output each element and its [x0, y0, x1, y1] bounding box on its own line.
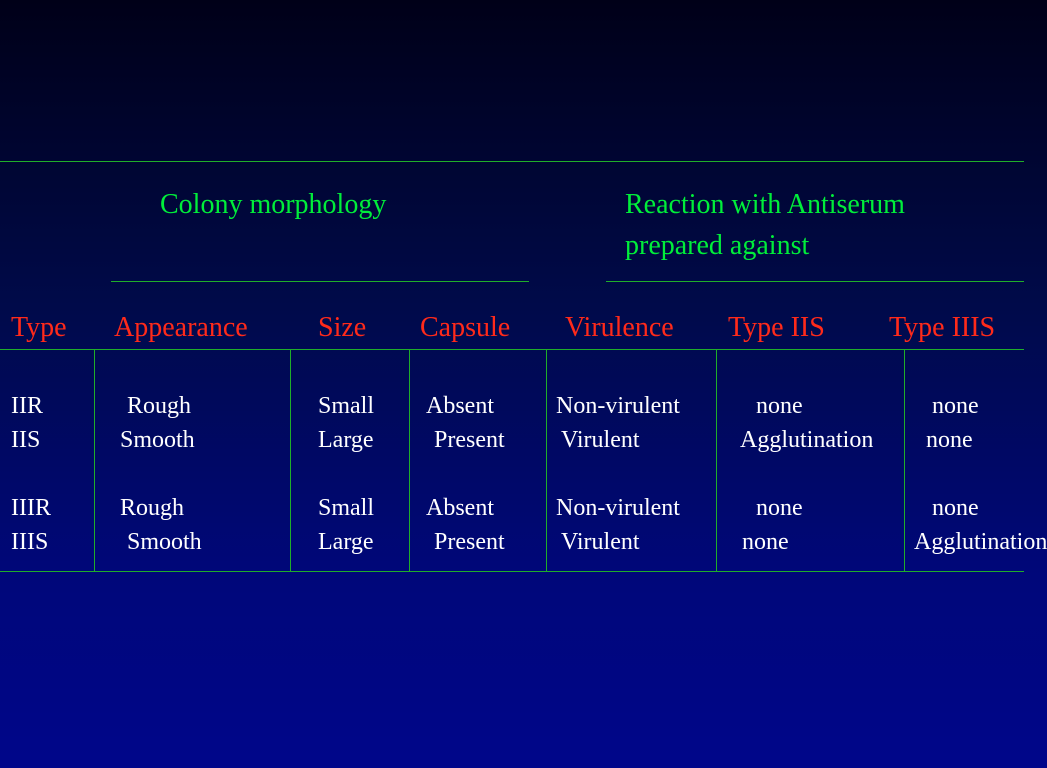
column-header-type-iis: Type IIS: [728, 312, 825, 343]
column-header-type: Type: [11, 312, 67, 343]
cell-type-iis: Agglutination: [740, 427, 874, 453]
cell-type: IIS: [11, 427, 41, 453]
table-bottom-rule: [0, 571, 1024, 572]
cell-virulence: Virulent: [561, 427, 640, 453]
column-divider-4: [546, 349, 547, 571]
column-divider-5: [716, 349, 717, 571]
column-header-appearance: Appearance: [114, 312, 248, 343]
cell-capsule: Absent: [426, 393, 494, 419]
cell-capsule: Present: [434, 427, 505, 453]
cell-type: IIR: [11, 393, 43, 419]
cell-type-iis: none: [756, 393, 803, 419]
column-header-capsule: Capsule: [420, 312, 511, 343]
cell-type-iiis: none: [926, 427, 973, 453]
cell-type: IIIR: [11, 495, 51, 521]
cell-appearance: Rough: [127, 393, 192, 419]
cell-virulence: Non-virulent: [556, 393, 680, 419]
column-divider-6: [904, 349, 905, 571]
reaction-heading-line2: prepared against: [625, 230, 810, 261]
reaction-underline: [606, 281, 1024, 282]
cell-appearance: Rough: [120, 495, 185, 521]
cell-virulence: Non-virulent: [556, 495, 680, 521]
colony-morphology-underline: [111, 281, 529, 282]
column-header-type-iiis: Type IIIS: [889, 312, 996, 343]
cell-type-iiis: none: [932, 393, 979, 419]
cell-type: IIIS: [11, 529, 49, 555]
column-divider-3: [409, 349, 410, 571]
cell-type-iiis: none: [932, 495, 979, 521]
cell-capsule: Absent: [426, 495, 494, 521]
column-header-size: Size: [318, 312, 367, 343]
cell-type-iis: none: [756, 495, 803, 521]
column-divider-1: [94, 349, 95, 571]
cell-size: Small: [318, 495, 375, 521]
cell-appearance: Smooth: [127, 529, 202, 555]
cell-virulence: Virulent: [561, 529, 640, 555]
top-rule: [0, 161, 1024, 162]
reaction-heading-line1: Reaction with Antiserum: [625, 189, 905, 220]
cell-size: Large: [318, 529, 374, 555]
cell-size: Large: [318, 427, 374, 453]
cell-size: Small: [318, 393, 375, 419]
cell-type-iis: none: [742, 529, 789, 555]
cell-capsule: Present: [434, 529, 505, 555]
cell-type-iiis: Agglutination: [914, 529, 1047, 555]
colony-morphology-heading: Colony morphology: [160, 189, 387, 220]
column-header-virulence: Virulence: [565, 312, 674, 343]
cell-appearance: Smooth: [120, 427, 195, 453]
header-bottom-rule: [0, 349, 1024, 350]
column-divider-2: [290, 349, 291, 571]
